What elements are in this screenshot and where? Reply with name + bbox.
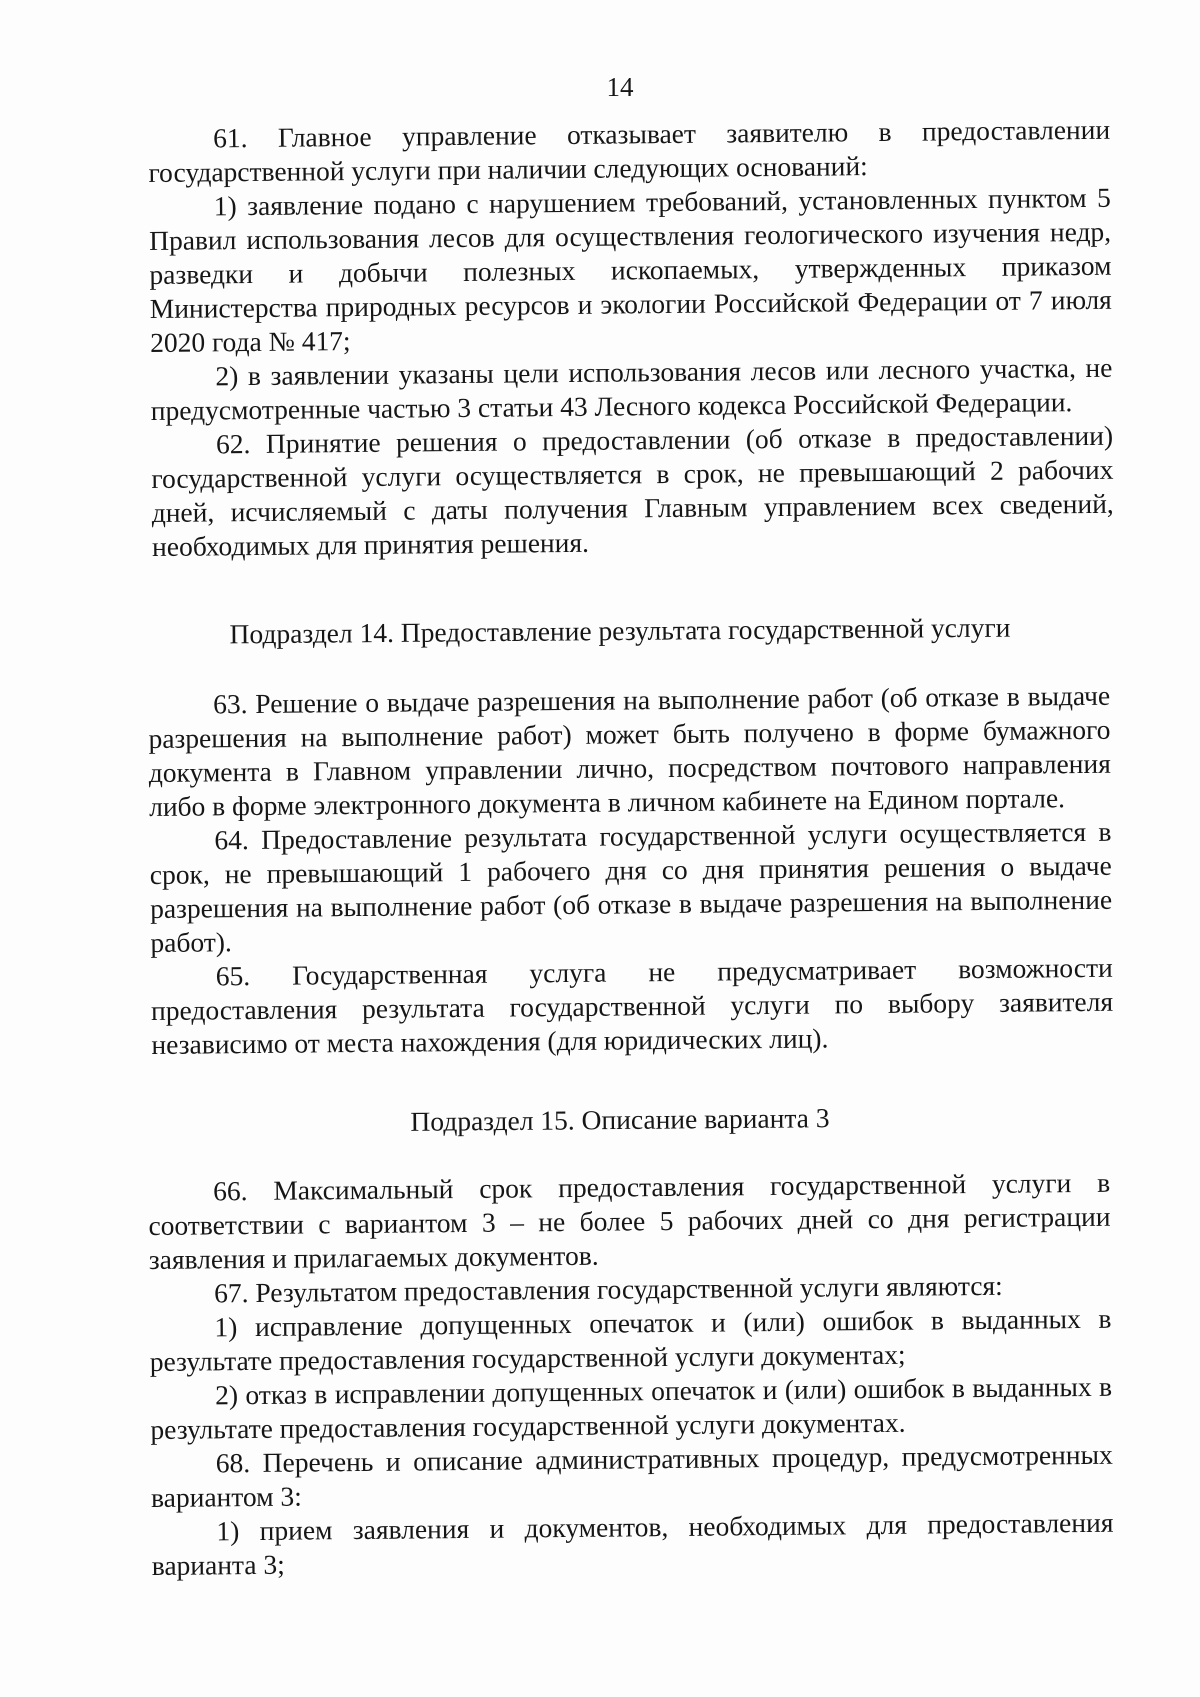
paragraph-67-2: 2) отказ в исправлении допущенных опечаток и (или) ошибок в выданных в результате предоставления государственной услуги документах. [150, 1370, 1113, 1445]
paragraph-66: 66. Максимальный срок предоставления государственной услуги в соответствии с вариантом 3 – не более 5 рабочих дней со дня регистрации заявления и прилагаемых документов. [148, 1166, 1111, 1275]
subsection-15-heading: Подраздел 15. Описание варианта 3 [410, 1102, 830, 1137]
paragraph-61-1: 1) заявление подано с нарушением требований, установленных пунктом 5 Правил использования лесов для осуществления геологического изучения недр, разведки и добычи полезных ископаемых, утвержденных приказом Министерства природных ресурсов и экологии Российской Федерации от 7 июля 2020 года № 417; [148, 181, 1112, 358]
paragraph-64: 64. Предоставление результата государственной услуги осуществляется в срок, не превышающий 1 рабочего дня со дня принятия решения о выдаче разрешения на выполнение работ (об отказе в выдаче разрешения на выполнение работ). [149, 815, 1113, 958]
paragraph-67-1: 1) исправление допущенных опечаток и (или) ошибок в выданных в результате предоставления государственной услуги документах; [149, 1302, 1112, 1377]
text-block-items-61-62 [148, 113, 1114, 564]
paragraph-62: 62. Принятие решения о предоставлении (об отказе в предоставлении) государственной услуги осуществляется в срок, не превышающий 2 рабочих дней, исчисляемый с даты получения Главным управлением всех сведений, необходимых для принятия решения. [151, 419, 1114, 562]
paragraph-68-1: 1) прием заявления и документов, необходимых для предоставления варианта 3; [151, 1506, 1114, 1581]
text-block-items-66-68 [148, 1166, 1114, 1583]
subsection-14-heading: Подраздел 14. Предоставление результата государственной услуги [229, 611, 1011, 650]
paragraph-67: 67. Результатом предоставления государственной услуги являются: [213, 1269, 1003, 1309]
paragraph-63: 63. Решение о выдаче разрешения на выполнение работ (об отказе в выдаче разрешения на выполнение работ) может быть получено в форме бумажного документа в Главном управлении лично, посредством почтового направления либо в форме электронного документа в личном кабинете на Едином портале. [148, 679, 1111, 822]
paragraph-61-2: 2) в заявлении указаны цели использования лесов или лесного участка, не предусмотренные частью 3 статьи 43 Лесного кодекса Российской Федерации. [150, 351, 1113, 426]
paragraph-61: 61. Главное управление отказывает заявителю в предоставлении государственной услуги при наличии следующих оснований: [148, 113, 1111, 188]
page-number: 14 [606, 72, 634, 102]
paragraph-65: 65. Государственная услуга не предусматривает возможности предоставления результата государственной услуги по выбору заявителя независимо от места нахождения (для юридических лиц). [150, 951, 1114, 1060]
paragraph-68: 68. Перечень и описание административных процедур, предусмотренных вариантом 3: [150, 1438, 1113, 1513]
text-block-items-63-65 [148, 679, 1114, 1062]
